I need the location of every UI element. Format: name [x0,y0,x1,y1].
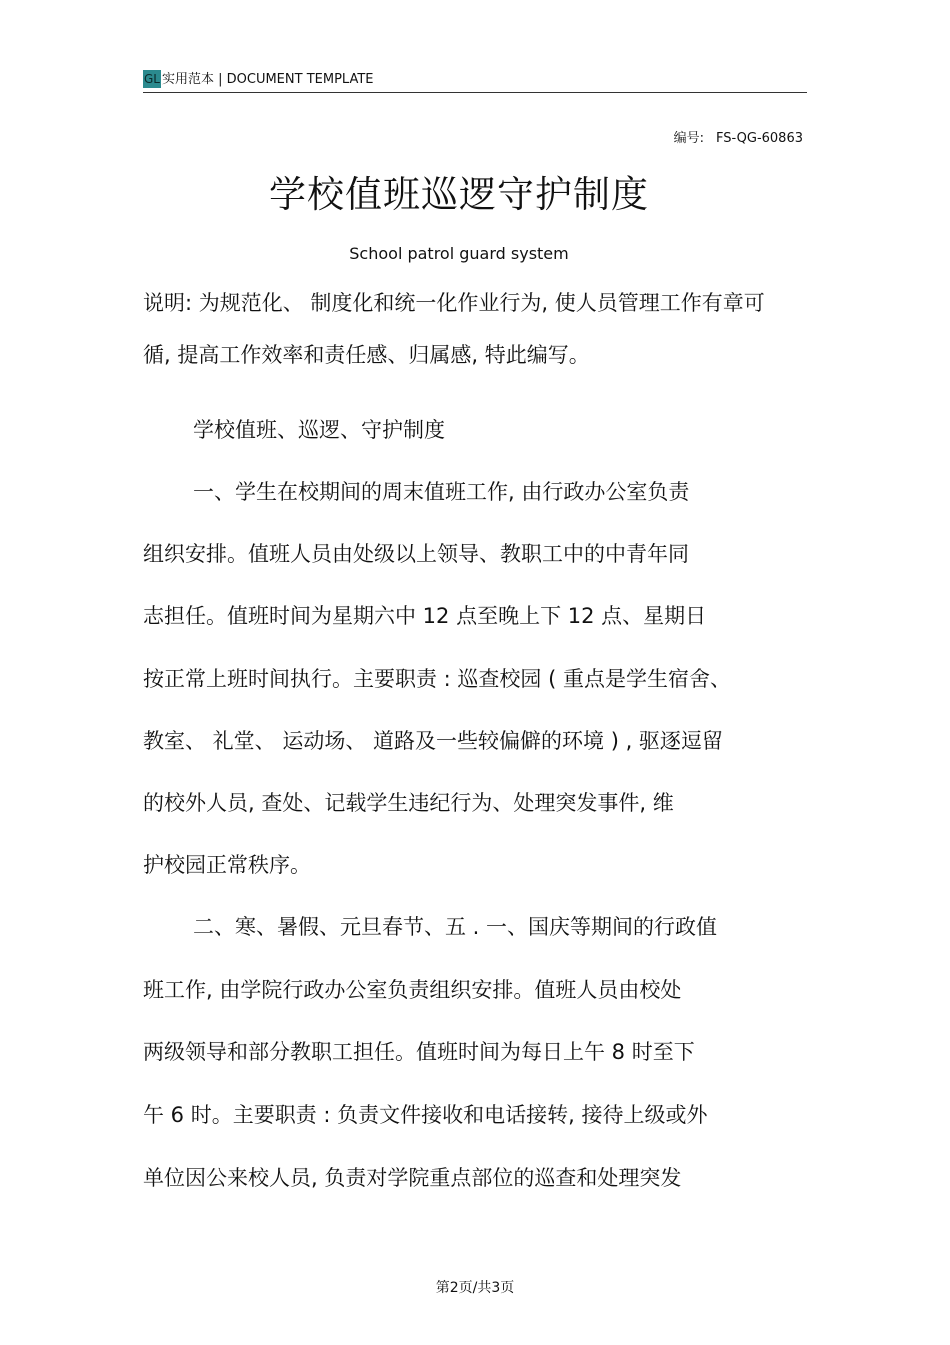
paragraph-line: 按正常上班时间执行。主要职责 : 巡查校园 ( 重点是学生宿舍、 [143,667,731,691]
page-title: 学校值班巡逻守护制度 [269,173,649,216]
page-header [143,70,807,93]
paragraph-line: 午 6 时。主要职责 : 负责文件接收和电话接转, 接待上级或外 [143,1103,708,1127]
document-number [674,127,803,146]
page-subtitle: School patrol guard system [349,244,569,263]
paragraph-line: 单位因公来校人员, 负责对学院重点部位的巡查和处理突发 [143,1166,682,1190]
paragraph-line: 二、寒、暑假、元旦春节、五 . 一、国庆等期间的行政值 [193,915,718,939]
paragraph-line: 志担任。值班时间为星期六中 12 点至晚上下 12 点、星期日 [143,604,707,628]
intro-line: 说明: 为规范化、 制度化和统一化作业行为, 使人员管理工作有章可 [143,291,765,315]
document-number-value: FS-QG-60863 [715,131,803,146]
paragraph-line: 教室、 礼堂、 运动场、 道路及一些较偏僻的环境 ) , 驱逐逗留 [143,729,723,753]
section-heading: 学校值班、巡逻、守护制度 [193,418,445,442]
paragraph-line: 两级领导和部分教职工担任。值班时间为每日上午 8 时至下 [143,1040,695,1064]
logo: GL [144,72,160,86]
paragraph-line: 一、学生在校期间的周末值班工作, 由行政办公室负责 [193,480,690,504]
paragraph-line: 的校外人员, 查处、记载学生违纪行为、处理突发事件, 维 [143,791,674,815]
header-text: 实用范本 | DOCUMENT TEMPLATE [161,72,374,87]
intro-line: 循, 提高工作效率和责任感、归属感, 特此编写。 [143,343,590,367]
paragraph-line: 组织安排。值班人员由处级以上领导、教职工中的中青年同 [143,542,689,566]
page-footer: 第2页/共3页 [435,1280,515,1296]
paragraph-line: 班工作, 由学院行政办公室负责组织安排。值班人员由校处 [143,978,682,1002]
paragraph-line: 护校园正常秩序。 [143,853,311,877]
document-number-label: 编号: [673,131,704,146]
